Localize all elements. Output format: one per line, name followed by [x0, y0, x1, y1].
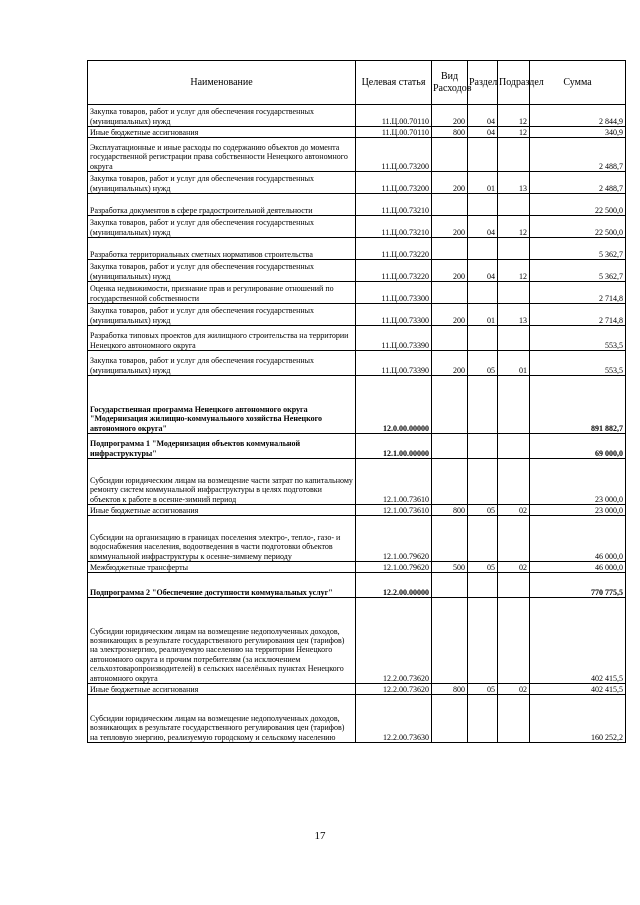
row-target-article: 11.Ц.00.73300 [356, 304, 432, 326]
row-expense-type: 800 [432, 127, 468, 138]
row-expense-type: 200 [432, 304, 468, 326]
row-subsection [498, 459, 530, 505]
row-expense-type: 500 [432, 562, 468, 573]
row-section: 05 [468, 505, 498, 516]
row-subsection [498, 573, 530, 598]
table-row [88, 351, 626, 376]
row-target-article: 12.1.00.79620 [356, 516, 432, 562]
row-name: Подпрограмма 1 "Модернизация объектов коммунальной инфраструктуры" [88, 434, 356, 459]
row-expense-type [432, 194, 468, 216]
row-expense-type [432, 376, 468, 434]
row-target-article: 11.Ц.00.73210 [356, 216, 432, 238]
row-name: Закупка товаров, работ и услуг для обеспечения государственных (муниципальных) нужд [88, 172, 356, 194]
row-sum: 2 714,8 [530, 304, 626, 326]
row-name: Разработка документов в сфере градостроительной деятельности [88, 194, 356, 216]
row-subsection [498, 598, 530, 684]
row-expense-type [432, 282, 468, 304]
row-name: Иные бюджетные ассигнования [88, 684, 356, 695]
table-row [88, 684, 626, 695]
table-row [88, 127, 626, 138]
row-target-article: 12.2.00.73620 [356, 598, 432, 684]
table-header-row [88, 61, 626, 105]
row-subsection: 02 [498, 562, 530, 573]
row-name: Закупка товаров, работ и услуг для обеспечения государственных (муниципальных) нужд [88, 216, 356, 238]
row-expense-type: 200 [432, 105, 468, 127]
row-sum: 23 000,0 [530, 505, 626, 516]
header-sum: Сумма [530, 61, 626, 105]
row-target-article: 11.Ц.00.73390 [356, 351, 432, 376]
row-section [468, 573, 498, 598]
budget-table [87, 60, 626, 743]
row-sum: 402 415,5 [530, 684, 626, 695]
row-expense-type: 800 [432, 684, 468, 695]
row-target-article: 12.0.00.00000 [356, 376, 432, 434]
row-section: 04 [468, 127, 498, 138]
table-row [88, 562, 626, 573]
row-name: Закупка товаров, работ и услуг для обеспечения государственных (муниципальных) нужд [88, 304, 356, 326]
table-row [88, 105, 626, 127]
row-expense-type [432, 573, 468, 598]
row-sum: 770 775,5 [530, 573, 626, 598]
table-row [88, 598, 626, 684]
row-name: Субсидии юридическим лицам на возмещение недополученных доходов, возникающих в результате государственного регулирования цен (тарифов) на электроэнергию, реализуемую населению на территории Ненецкого автономного округа и прочим потребителям (за исключением сельхозтоваропроизводителей) в сельских населённых пунктах Ненецкого автономного округа [88, 598, 356, 684]
table-row [88, 434, 626, 459]
row-section: 05 [468, 684, 498, 695]
row-sum: 22 500,0 [530, 216, 626, 238]
table-row [88, 260, 626, 282]
row-target-article: 11.Ц.00.73220 [356, 238, 432, 260]
row-name: Иные бюджетные ассигнования [88, 127, 356, 138]
row-sum: 46 000,0 [530, 516, 626, 562]
row-sum: 2 488,7 [530, 138, 626, 172]
row-subsection: 13 [498, 304, 530, 326]
row-subsection: 02 [498, 684, 530, 695]
row-sum: 5 362,7 [530, 260, 626, 282]
header-section: Раздел [468, 61, 498, 105]
row-sum: 2 844,9 [530, 105, 626, 127]
row-subsection [498, 326, 530, 351]
row-subsection [498, 516, 530, 562]
row-subsection: 12 [498, 127, 530, 138]
row-section [468, 194, 498, 216]
row-name: Оценка недвижимости, признание прав и регулирование отношений по государственной собственности [88, 282, 356, 304]
row-sum: 22 500,0 [530, 194, 626, 216]
row-name: Государственная программа Ненецкого автономного округа "Модернизация жилищно-коммунального хозяйства Ненецкого автономного округа" [88, 376, 356, 434]
row-section [468, 695, 498, 743]
row-name: Эксплуатационные и иные расходы по содержанию объектов до момента государственной регистрации права собственности Ненецкого автономного округа [88, 138, 356, 172]
row-section: 04 [468, 216, 498, 238]
row-section: 04 [468, 105, 498, 127]
row-target-article: 11.Ц.00.73200 [356, 138, 432, 172]
row-subsection [498, 376, 530, 434]
row-name: Подпрограмма 2 "Обеспечение доступности коммунальных услуг" [88, 573, 356, 598]
row-sum: 553,5 [530, 351, 626, 376]
row-sum: 553,5 [530, 326, 626, 351]
row-target-article: 12.1.00.79620 [356, 562, 432, 573]
row-expense-type: 200 [432, 216, 468, 238]
row-sum: 69 000,0 [530, 434, 626, 459]
row-sum: 2 488,7 [530, 172, 626, 194]
row-name: Межбюджетные трансферты [88, 562, 356, 573]
row-subsection [498, 282, 530, 304]
header-subsection: Подраздел [498, 61, 530, 105]
row-expense-type [432, 434, 468, 459]
row-sum: 2 714,8 [530, 282, 626, 304]
row-name: Разработка территориальных сметных нормативов строительства [88, 238, 356, 260]
row-expense-type: 800 [432, 505, 468, 516]
row-target-article: 12.2.00.73620 [356, 684, 432, 695]
table-row [88, 573, 626, 598]
row-subsection [498, 194, 530, 216]
row-target-article: 12.1.00.73610 [356, 459, 432, 505]
table-row [88, 459, 626, 505]
row-sum: 160 252,2 [530, 695, 626, 743]
row-subsection [498, 138, 530, 172]
row-subsection [498, 238, 530, 260]
page-number: 17 [314, 830, 326, 842]
row-name: Разработка типовых проектов для жилищного строительства на территории Ненецкого автономного округа [88, 326, 356, 351]
row-name: Субсидии на организацию в границах поселения электро-, тепло-, газо- и водоснабжения населения, водоотведения в части подготовки объектов коммунальной инфраструктуры к осенне-зимнему периоду [88, 516, 356, 562]
row-target-article: 11.Ц.00.73210 [356, 194, 432, 216]
row-subsection: 13 [498, 172, 530, 194]
row-subsection [498, 434, 530, 459]
row-section [468, 598, 498, 684]
row-name: Иные бюджетные ассигнования [88, 505, 356, 516]
row-expense-type [432, 138, 468, 172]
row-target-article: 11.Ц.00.73220 [356, 260, 432, 282]
row-target-article: 12.2.00.00000 [356, 573, 432, 598]
row-subsection: 01 [498, 351, 530, 376]
row-name: Закупка товаров, работ и услуг для обеспечения государственных (муниципальных) нужд [88, 105, 356, 127]
row-sum: 340,9 [530, 127, 626, 138]
row-target-article: 11.Ц.00.70110 [356, 127, 432, 138]
row-name: Закупка товаров, работ и услуг для обеспечения государственных (муниципальных) нужд [88, 260, 356, 282]
table-row [88, 516, 626, 562]
row-subsection: 02 [498, 505, 530, 516]
table-row [88, 505, 626, 516]
row-sum: 402 415,5 [530, 598, 626, 684]
row-section [468, 376, 498, 434]
row-section [468, 238, 498, 260]
row-section: 01 [468, 172, 498, 194]
row-expense-type [432, 238, 468, 260]
row-expense-type: 200 [432, 351, 468, 376]
row-section [468, 326, 498, 351]
row-section: 04 [468, 260, 498, 282]
row-target-article: 12.1.00.00000 [356, 434, 432, 459]
row-expense-type [432, 695, 468, 743]
row-expense-type [432, 326, 468, 351]
row-section: 01 [468, 304, 498, 326]
row-sum: 5 362,7 [530, 238, 626, 260]
table-row [88, 216, 626, 238]
row-section [468, 516, 498, 562]
row-section [468, 282, 498, 304]
table-row [88, 238, 626, 260]
table-row [88, 172, 626, 194]
row-expense-type [432, 459, 468, 505]
table-row [88, 304, 626, 326]
row-name: Субсидии юридическим лицам на возмещение части затрат по капитальному ремонту систем коммунальной инфраструктуры в целях подготовки объектов к работе в осенне-зимний период [88, 459, 356, 505]
table-row [88, 695, 626, 743]
row-section: 05 [468, 351, 498, 376]
row-name: Субсидии юридическим лицам на возмещение недополученных доходов, возникающих в результате государственного регулирования цен (тарифов) на тепловую энергию, реализуемую городскому и сельскому населению [88, 695, 356, 743]
table-row [88, 194, 626, 216]
row-target-article: 12.1.00.73610 [356, 505, 432, 516]
row-subsection: 12 [498, 216, 530, 238]
row-section [468, 434, 498, 459]
row-sum: 891 882,7 [530, 376, 626, 434]
table-row [88, 282, 626, 304]
row-section: 05 [468, 562, 498, 573]
row-subsection [498, 695, 530, 743]
table-row [88, 326, 626, 351]
table-row [88, 138, 626, 172]
row-subsection: 12 [498, 260, 530, 282]
row-expense-type: 200 [432, 260, 468, 282]
row-target-article: 12.2.00.73630 [356, 695, 432, 743]
table-row [88, 376, 626, 434]
header-name: Наименование [88, 61, 356, 105]
row-subsection: 12 [498, 105, 530, 127]
header-target-article: Целевая статья [356, 61, 432, 105]
row-section [468, 459, 498, 505]
header-expense-type: Вид Расходов [432, 61, 468, 105]
row-expense-type [432, 516, 468, 562]
row-target-article: 11.Ц.00.70110 [356, 105, 432, 127]
row-expense-type: 200 [432, 172, 468, 194]
row-sum: 23 000,0 [530, 459, 626, 505]
row-name: Закупка товаров, работ и услуг для обеспечения государственных (муниципальных) нужд [88, 351, 356, 376]
row-expense-type [432, 598, 468, 684]
row-target-article: 11.Ц.00.73300 [356, 282, 432, 304]
row-sum: 46 000,0 [530, 562, 626, 573]
row-section [468, 138, 498, 172]
row-target-article: 11.Ц.00.73200 [356, 172, 432, 194]
row-target-article: 11.Ц.00.73390 [356, 326, 432, 351]
